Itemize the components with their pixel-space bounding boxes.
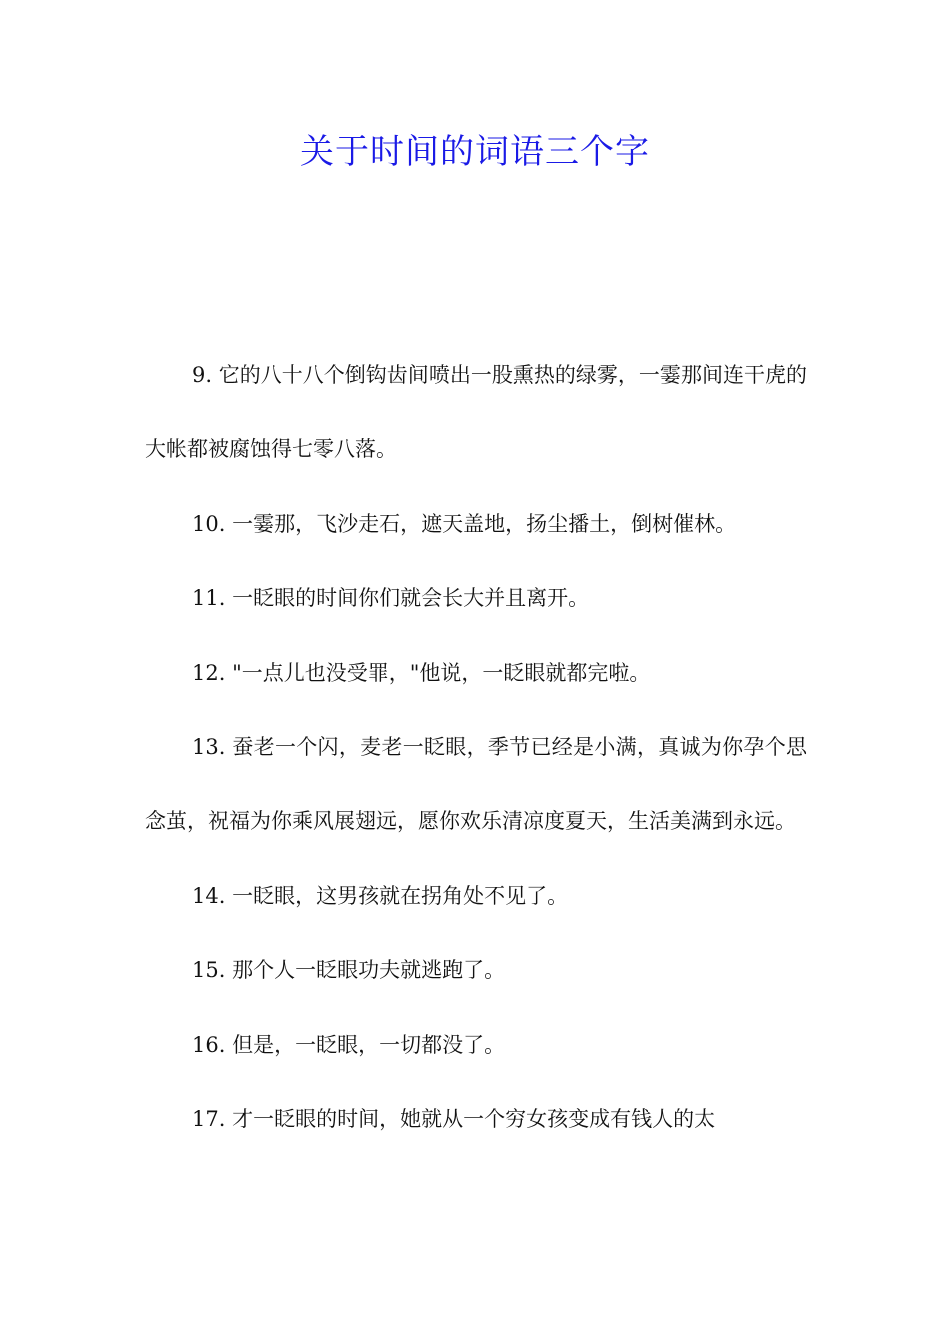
paragraph-14: 14. 一眨眼，这男孩就在拐角处不见了。 — [192, 883, 569, 908]
paragraph-13: 13. 蚕老一个闪，麦老一眨眼，季节已经是小满，真诚为你孕个思念茧，祝福为你乘风展翅远，愿你欢乐清凉度夏天，生活美满到永远。 — [145, 735, 807, 834]
paragraph-12: 12. "一点儿也没受罪，"他说，一眨眼就都完啦。 — [192, 660, 651, 685]
paragraph-9: 9. 它的八十八个倒钩齿间喷出一股熏热的绿雾，一霎那间连干虎的大帐都被腐蚀得七零八落。 — [145, 363, 807, 462]
paragraph-11: 11. 一眨眼的时间你们就会长大并且离开。 — [192, 586, 590, 611]
document-title: 关于时间的词语三个字 — [300, 132, 650, 172]
paragraph-16: 16. 但是，一眨眼，一切都没了。 — [192, 1032, 506, 1057]
paragraph-10: 10. 一霎那，飞沙走石，遮天盖地，扬尘播土，倒树催林。 — [192, 511, 737, 536]
paragraph-15: 15. 那个人一眨眼功夫就逃跑了。 — [192, 958, 506, 983]
document-body — [145, 338, 807, 1156]
paragraph-17: 17. 才一眨眼的时间，她就从一个穷女孩变成有钱人的太 — [192, 1107, 716, 1132]
